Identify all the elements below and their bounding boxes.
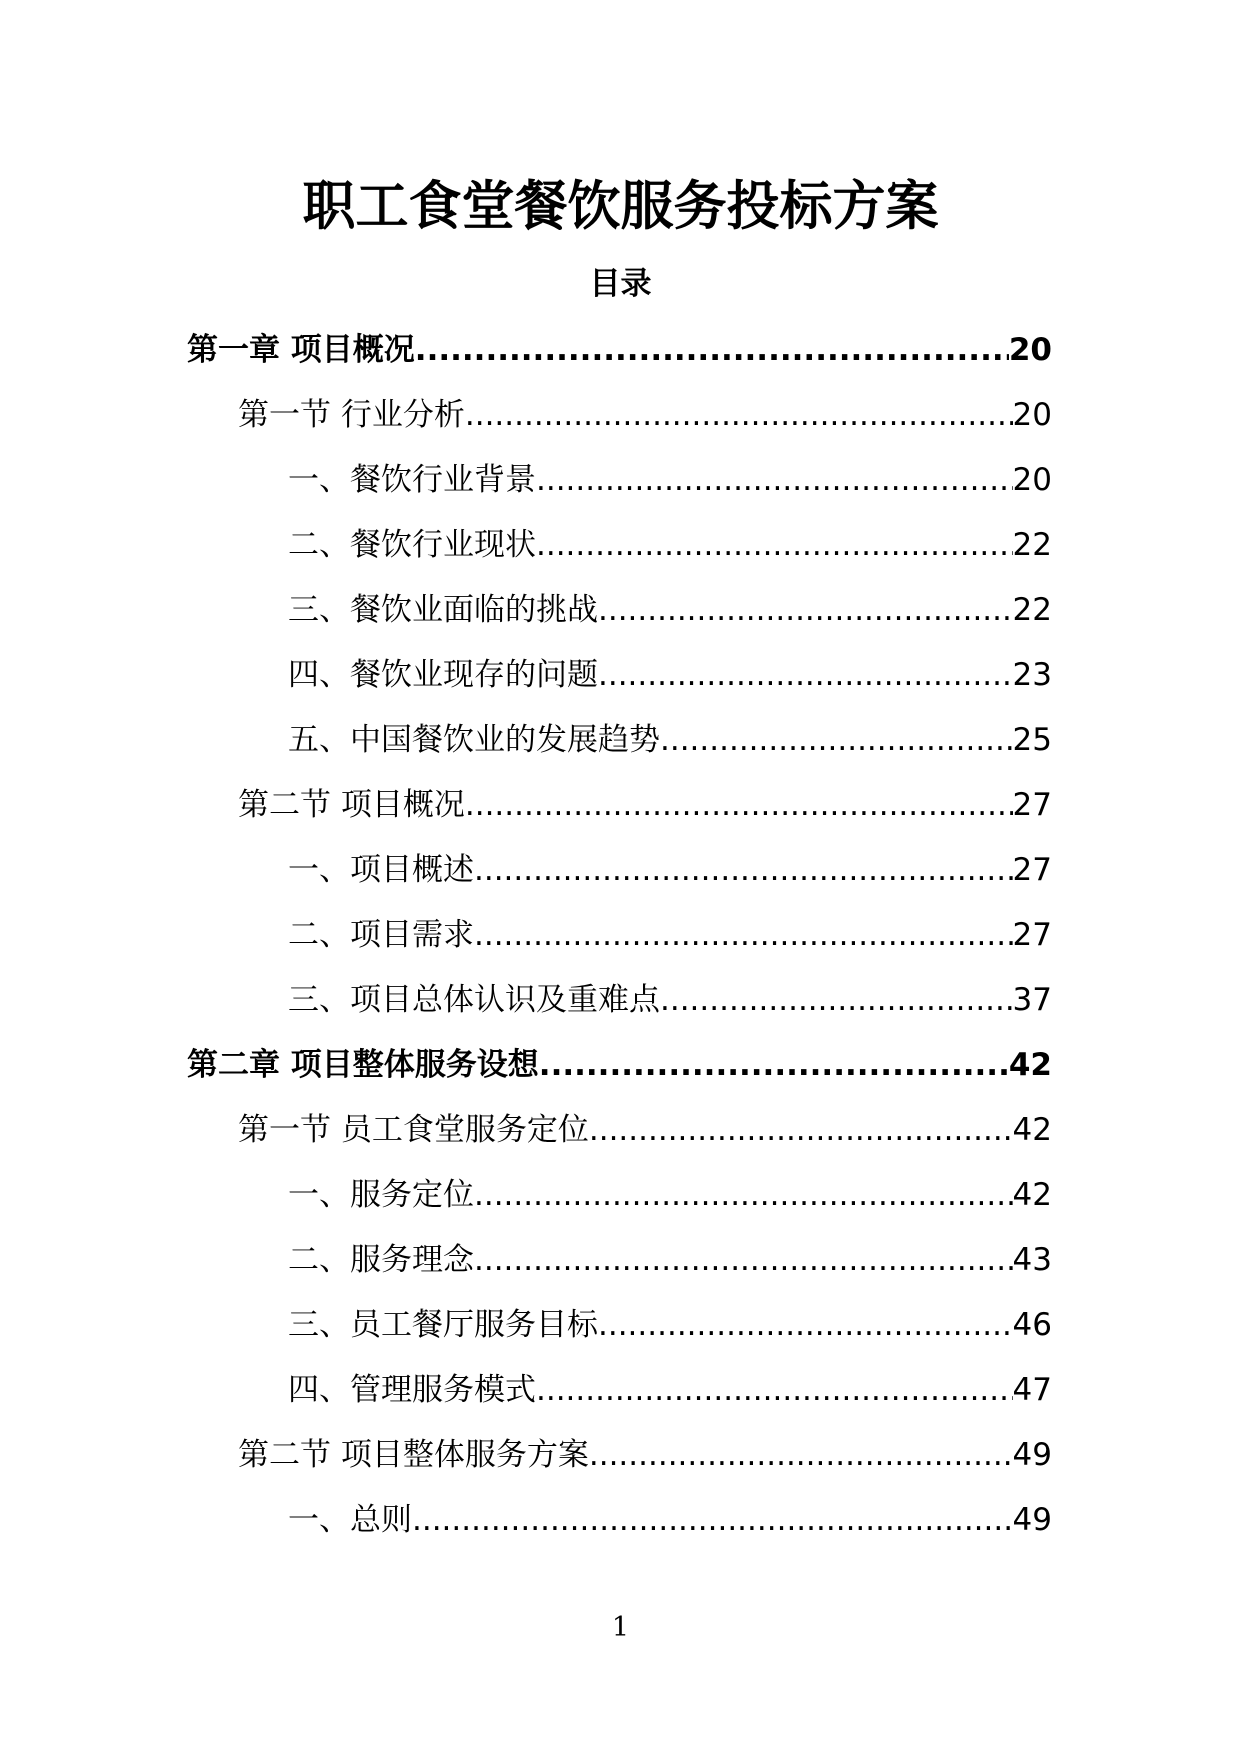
toc-entry-subsection[interactable] [0, 1236, 1052, 1301]
toc-entry-label: 第一节 员工食堂服务定位 [238, 1112, 589, 1148]
toc-entry-label: 二、餐饮行业现状 [288, 527, 536, 563]
toc-entry-subsection[interactable] [0, 521, 1052, 586]
toc-entry-label: 二、服务理念 [288, 1242, 474, 1278]
toc-entry-label: 四、管理服务模式 [288, 1372, 536, 1408]
toc-dot-leader [598, 1301, 1013, 1349]
toc-dot-leader [589, 1106, 1013, 1154]
toc-dot-leader [589, 1431, 1013, 1479]
toc-entry-label: 第二节 项目整体服务方案 [238, 1437, 589, 1473]
toc-entry-label: 一、项目概述 [288, 852, 474, 888]
toc-dot-leader [539, 1041, 1009, 1089]
toc-entry-subsection[interactable] [0, 1301, 1052, 1366]
toc-dot-leader [536, 1366, 1013, 1414]
toc-entry-chapter[interactable] [0, 326, 1052, 391]
toc-entry-page: 23 [1012, 657, 1052, 693]
toc-entry-page: 43 [1012, 1242, 1052, 1278]
toc-entry-chapter[interactable] [0, 1041, 1052, 1106]
toc-entry-section[interactable] [0, 391, 1052, 456]
toc-entry-page: 42 [1012, 1177, 1052, 1213]
toc-entry-label: 四、餐饮业现存的问题 [288, 657, 598, 693]
toc-dot-leader [415, 326, 1009, 374]
toc-entry-subsection[interactable] [0, 456, 1052, 521]
toc-entry-subsection[interactable] [0, 586, 1052, 651]
toc-entry-page: 22 [1012, 592, 1052, 628]
toc-entry-label: 一、服务定位 [288, 1177, 474, 1213]
toc-dot-leader [660, 716, 1013, 764]
toc-entry-page: 27 [1012, 787, 1052, 823]
toc-entry-label: 第二节 项目概况 [238, 787, 465, 823]
toc-entry-label: 五、中国餐饮业的发展趋势 [288, 722, 660, 758]
toc-entry-page: 27 [1012, 852, 1052, 888]
toc-entry-page: 49 [1012, 1437, 1052, 1473]
toc-entry-page: 49 [1012, 1502, 1052, 1538]
toc-dot-leader [474, 1171, 1013, 1219]
toc-entry-section[interactable] [0, 781, 1052, 846]
toc-heading: 目录 [589, 266, 652, 302]
toc-entry-label: 一、餐饮行业背景 [288, 462, 536, 498]
toc-entry-subsection[interactable] [0, 716, 1052, 781]
document-title: 职工食堂餐饮服务投标方案 [302, 176, 939, 237]
toc-entry-page: 47 [1012, 1372, 1052, 1408]
toc-entry-subsection[interactable] [0, 1171, 1052, 1236]
toc-entry-label: 第一章 项目概况 [187, 332, 415, 368]
toc-dot-leader [536, 456, 1013, 504]
toc-dot-leader [660, 976, 1013, 1024]
toc-entry-page: 25 [1012, 722, 1052, 758]
toc-dot-leader [474, 846, 1013, 894]
toc-entry-subsection[interactable] [0, 911, 1052, 976]
toc-entry-page: 22 [1012, 527, 1052, 563]
toc-entry-subsection[interactable] [0, 846, 1052, 911]
toc-entry-label: 第二章 项目整体服务设想 [187, 1047, 539, 1083]
toc-dot-leader [412, 1496, 1013, 1544]
toc-entry-label: 三、项目总体认识及重难点 [288, 982, 660, 1018]
toc-entry-page: 42 [1008, 1047, 1052, 1083]
toc-entry-label: 三、餐饮业面临的挑战 [288, 592, 598, 628]
toc-entry-page: 37 [1012, 982, 1052, 1018]
toc-entry-subsection[interactable] [0, 1496, 1052, 1561]
toc-entry-page: 20 [1012, 397, 1052, 433]
toc-dot-leader [474, 911, 1013, 959]
toc-dot-leader [465, 781, 1013, 829]
toc-entry-label: 一、总则 [288, 1502, 412, 1538]
toc-dot-leader [598, 651, 1013, 699]
toc-dot-leader [474, 1236, 1013, 1284]
toc-entry-page: 20 [1012, 462, 1052, 498]
toc-entry-subsection[interactable] [0, 651, 1052, 716]
toc-entry-page: 46 [1012, 1307, 1052, 1343]
toc-entry-subsection[interactable] [0, 976, 1052, 1041]
toc-entry-section[interactable] [0, 1431, 1052, 1496]
page-number: 1 [611, 1612, 630, 1643]
toc-entry-section[interactable] [0, 1106, 1052, 1171]
toc-entry-page: 27 [1012, 917, 1052, 953]
toc-dot-leader [465, 391, 1013, 439]
toc-entry-label: 三、员工餐厅服务目标 [288, 1307, 598, 1343]
toc-entry-page: 20 [1008, 332, 1052, 368]
toc-entry-subsection[interactable] [0, 1366, 1052, 1431]
toc-dot-leader [598, 586, 1013, 634]
toc-entry-label: 二、项目需求 [288, 917, 474, 953]
toc-entry-label: 第一节 行业分析 [238, 397, 465, 433]
toc-entry-page: 42 [1012, 1112, 1052, 1148]
toc-dot-leader [536, 521, 1013, 569]
table-of-contents [0, 326, 1241, 1561]
